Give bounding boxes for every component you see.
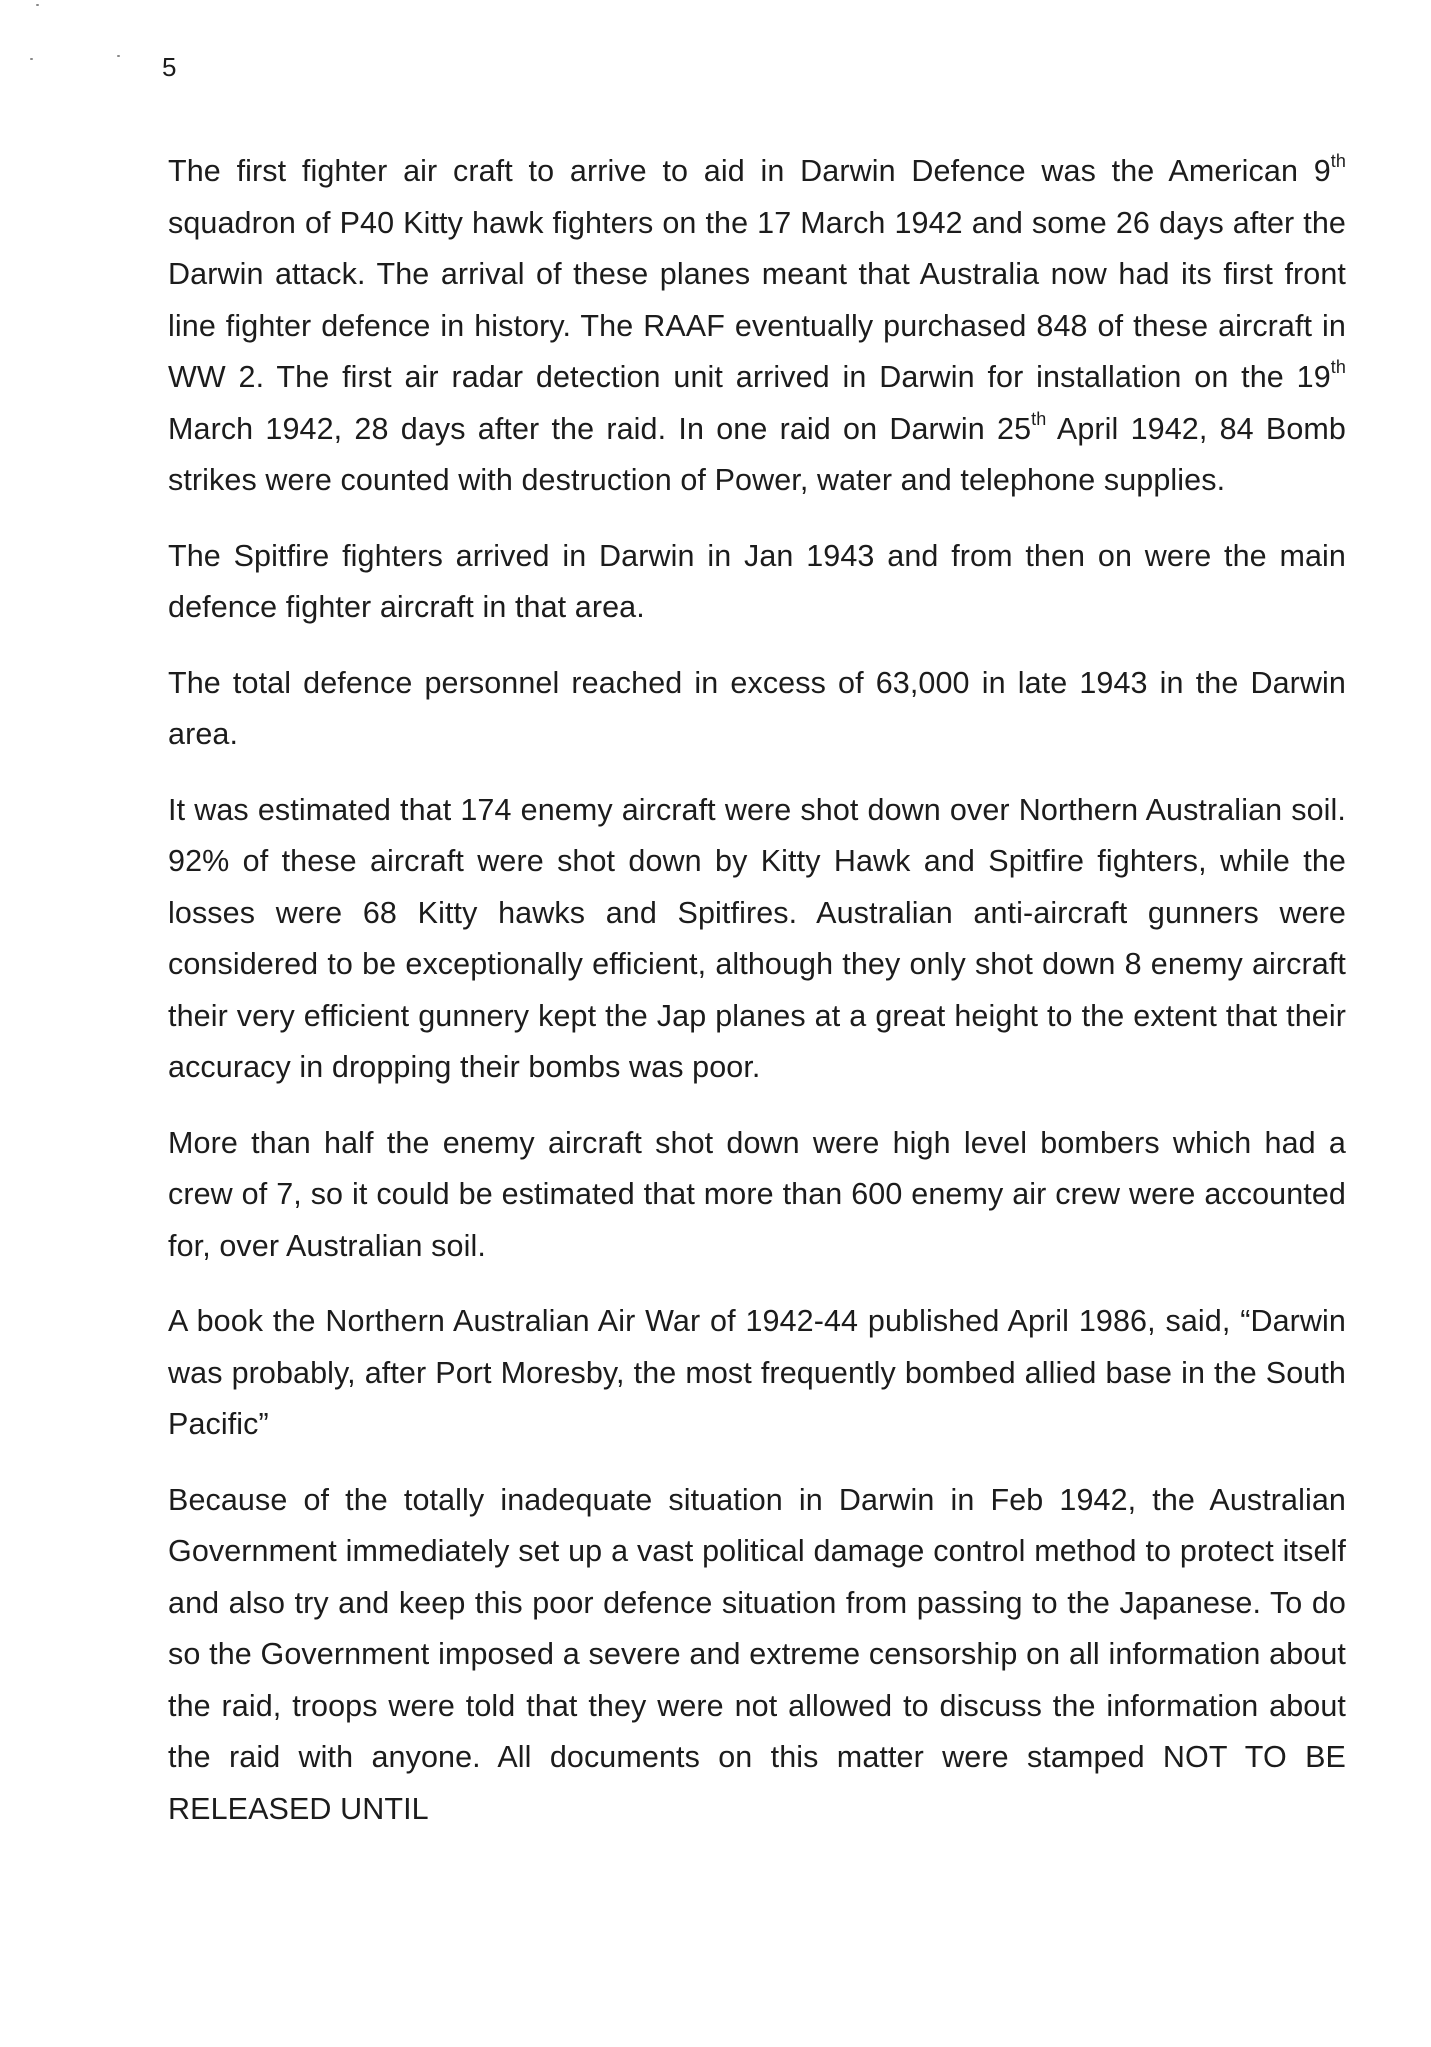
scan-speck [30,58,33,60]
document-body [168,146,1346,1859]
scan-speck [36,4,39,6]
paragraph-text: The first fighter air craft to arrive to aid in Darwin Defence was the American 9 [168,154,1331,188]
ordinal-suffix: th [1330,357,1346,377]
paragraph-bombers: More than half the enemy aircraft shot down were high level bombers which had a crew of 7, so it could be estimated that more than 600 enemy air crew were accounted for, over Australian soil. [168,1125,1346,1263]
ordinal-suffix: th [1031,408,1047,429]
paragraph-personnel: The total defence personnel reached in excess of 63,000 in late 1943 in the Darwin area. [168,665,1346,751]
scan-speck [117,55,120,57]
paragraph-text: March 1942, 28 days after the raid. In one raid on Darwin 25 [168,411,1032,446]
paragraph-text: April 1942, 84 Bomb strikes were counted with destruction of Power, water and telephone supplies. [168,411,1346,497]
paragraph-kittyhawk-arrival [168,146,1346,507]
paragraph-enemy-losses: It was estimated that 174 enemy aircraft were shot down over Northern Australian soil. 92% of these aircraft were shot down by Kitty Hawk and Spitfire fighters, while the losses were 68 Kitty hawks and Spitfires. Australian anti-aircraft gunners were considered to be exceptionally efficient, although they only shot down 8 enemy aircraft their very efficient gunnery kept the Jap planes at a great height to the extent that their accuracy in dropping their bombs was poor. [168,792,1346,1084]
ordinal-suffix: th [1330,151,1346,171]
paragraph-text: squadron of P40 Kitty hawk fighters on the 17 March 1942 and some 26 days after the Darwin attack. The arrival of these planes meant that Australia now had its first front line fighter defence in history. The RAAF eventually purchased 848 of these aircraft in WW 2. The first air radar detection unit arrived in Darwin for installation on the 19 [168,205,1346,394]
paragraph-book-quote: A book the Northern Australian Air War of 1942-44 published April 1986, said, “Darwin was probably, after Port Moresby, the most frequently bombed allied base in the South Pacific” [168,1304,1346,1441]
paragraph-censorship: Because of the totally inadequate situation in Darwin in Feb 1942, the Australian Government immediately set up a vast political damage control method to protect itself and also try and keep this poor defence situation from passing to the Japanese. To do so the Government imposed a severe and extreme censorship on all information about the raid, troops were told that they were not allowed to discuss the information about the raid with anyone. All documents on this matter were stamped NOT TO BE RELEASED UNTIL [168,1482,1346,1826]
page-number: 5 [162,52,177,82]
paragraph-spitfire: The Spitfire fighters arrived in Darwin in Jan 1943 and from then on were the main defence fighter aircraft in that area. [168,538,1346,624]
